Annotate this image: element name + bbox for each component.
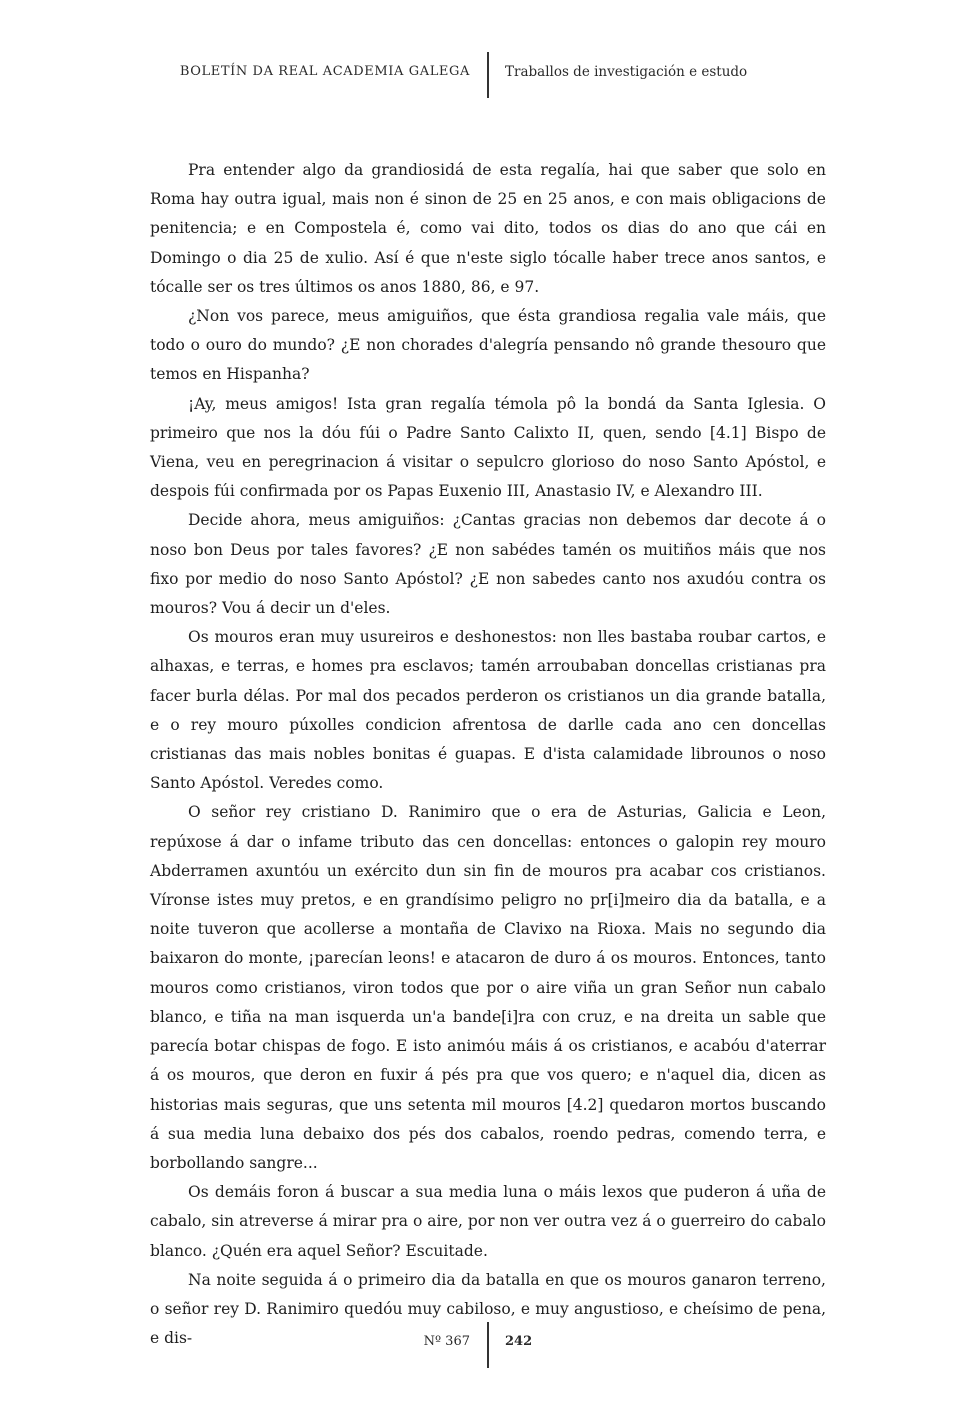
header-divider [487,52,489,98]
paragraph: ¡Ay, meus amigos! Ista gran regalía témola pô la bondá da Santa Iglesia. O primeiro que nos la dóu fúi o Padre Santo Calixto II, quen, sendo [4.1] Bispo de Viena, veu en peregrinacion á visitar o sepulcro glorioso do noso Santo Apóstol, e despois fúi confirmada por os Papas Euxenio III, Anastasio IV, e Alexandro III. [150,394,826,501]
paragraph: Na noite seguida á o primeiro dia da batalla en que os mouros ganaron terreno, o señor rey D. Ranimiro quedóu muy cabiloso, e muy angustioso, e cheísimo de pena, e dis- [150,1270,826,1348]
issue-number: Nº 367 [423,1334,470,1349]
paragraph: Pra entender algo da grandiosidá de esta regalía, hai que saber que solo en Roma hay outra igual, mais non é sinon de 25 en 25 anos, e con mais obligacions de penitencia; e en Compostela é, como vai dito, todos os dias do ano que cái en Domingo o dia 25 de xulio. Así é que n'este siglo tócalle haber trece anos santos, e tócalle ser os tres últimos os anos 1880, 86, e 97. [150,161,826,296]
paragraph: Os mouros eran muy usureiros e deshonestos: non lles bastaba roubar cartos, e alhaxas, e terras, e homes pra esclavos; tamén arroubaban doncellas cristianas pra facer burla délas. Por mal dos pecados perderon os cristianos un dia grande batalla, e o rey mouro púxolles condicion afrentosa de darlle cada ano cen doncellas cristianas das mais nobles bonitas é guapas. E d'ista calamidade librounos o noso Santo Apóstol. Veredes como. [150,628,826,793]
journal-title: BOLETÍN DA REAL ACADEMIA GALEGA [179,64,470,79]
section-title: Traballos de investigación e estudo [505,64,748,80]
paragraph: ¿Non vos parece, meus amiguiños, que ésta grandiosa regalia vale máis, que todo o ouro do mundo? ¿E non chorades d'alegría pensando nô grande thesouro que temos en Hispanha? [150,307,826,384]
paragraph: Decide ahora, meus amiguiños: ¿Cantas gracias non debemos dar decote á o noso bon Deus por tales favores? ¿E non sabédes tamén os muitiños máis que nos fixo por medio do noso Santo Apóstol? ¿E non sabedes canto nos axudóu contra os mouros? Vou á decir un d'eles. [150,511,826,618]
paragraph: O señor rey cristiano D. Ranimiro que o era de Asturias, Galicia e Leon, repúxose á dar o infame tributo das cen doncellas: entonces o galopin rey mouro Abderramen axuntóu un exército dun sin fin de mouros pra acabar cos cristianos. Víronse istes muy pretos, e en grandísimo peligro no pr[i]meiro dia da batalla, e a noite tuveron que acollerse a montaña de Clavixo na Rioxa. Mais no segundo dia baixaron do monte, ¡parecían leons! e atacaron de duro á os mouros. Entonces, tanto mouros como cristianos, viron todos que por o aire viña un gran Señor nun cabalo blanco, e tiña na man isquerda un'a bande[i]ra con cruz, e na dreita un sable que parecía botar chispas de fogo. E isto animóu máis á os cristianos, e acabóu d'aterrar á os mouros, que deron en fuxir á pés pra que vos quero; e n'aquel dia, dicen as historias mais seguras, que uns setenta mil mouros [4.2] quedaron mortos buscando á sua media luna debaixo dos pés dos cabalos, roendo pedras, comendo terra, e borbollando sangre... [150,803,826,1172]
article-body [150,156,826,1353]
footer-divider [487,1322,489,1368]
paragraph: Os demáis foron á buscar a sua media luna o máis lexos que puderon á uña de cabalo, sin atreverse á mirar pra o aire, por non ver outra vez á o guerreiro do cabalo blanco. ¿Quén era aquel Señor? Escuitade. [150,1183,826,1260]
page-number: 242 [505,1334,533,1349]
